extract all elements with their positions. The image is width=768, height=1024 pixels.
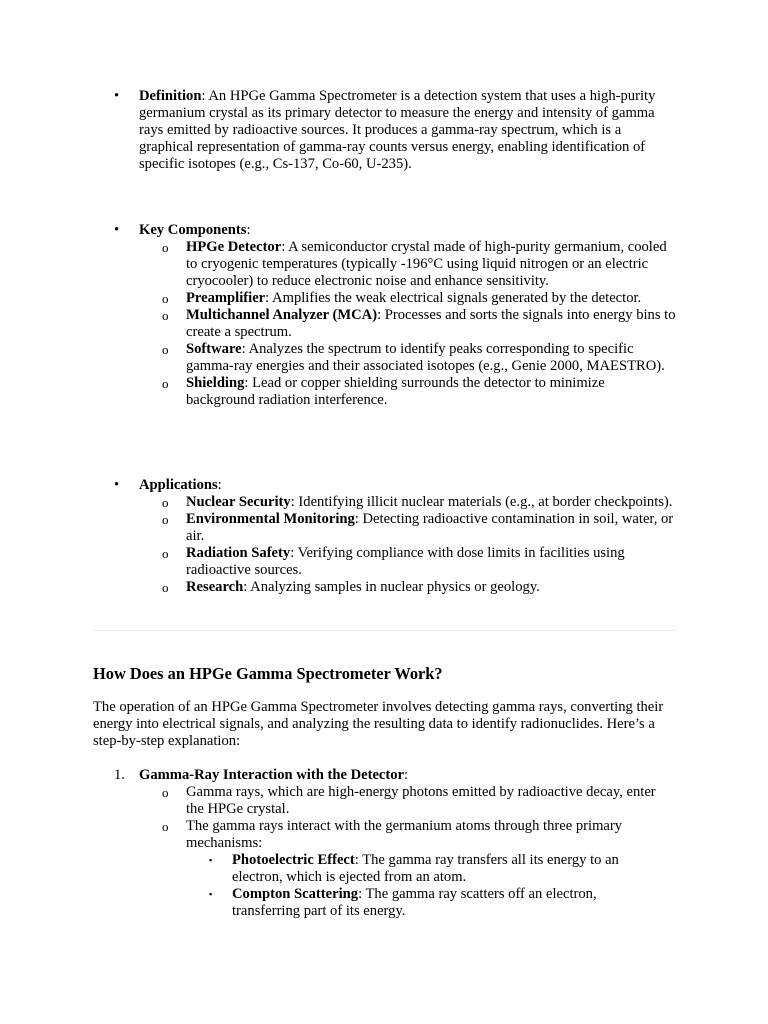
components-item: [0, 222, 679, 409]
list-item: [0, 818, 676, 920]
item-text: : Identifying illicit nuclear materials (e.g., at border checkpoints).: [290, 494, 673, 510]
definition-text: : An HPGe Gamma Spectrometer is a detection system that uses a high-purity germanium crystal as its primary detector to measure the energy and intensity of gamma rays emitted by radioactive sources. It produces a gamma-ray spectrum, which is a graphical representation of gamma-ray counts versus energy, enabling identification of specific isotopes (e.g., Cs-137, Co-60, U-235).: [139, 88, 656, 172]
square-marker: ▪: [209, 889, 213, 899]
item-term: Shielding: [186, 375, 245, 391]
applications-list: [139, 494, 679, 596]
item-text: : Processes and sorts the signals into energy bins to create a spectrum.: [186, 307, 676, 340]
components-colon: :: [246, 222, 251, 238]
list-item: [0, 307, 676, 341]
circle-marker: o: [162, 342, 169, 357]
circle-marker: o: [162, 495, 169, 510]
list-item: [0, 239, 676, 290]
list-item: [0, 784, 676, 818]
list-item: [0, 494, 676, 511]
item-text: The gamma rays interact with the germanium atoms through three primary mechanisms:: [186, 818, 623, 851]
item-term: Photoelectric Effect: [232, 852, 355, 868]
list-item: [0, 545, 676, 579]
step-colon: :: [404, 767, 409, 783]
item-text: : The gamma ray transfers all its energy to an electron, which is ejected from an atom.: [232, 852, 619, 885]
item-term: Nuclear Security: [186, 494, 291, 510]
applications-section: [0, 477, 768, 596]
item-term: Preamplifier: [186, 290, 266, 306]
list-item: [0, 852, 652, 886]
list-item: [0, 579, 676, 596]
item-term: Environmental Monitoring: [186, 511, 355, 527]
item-text: : Verifying compliance with dose limits in facilities using radioactive sources.: [186, 545, 625, 578]
definition-section: [0, 88, 768, 173]
circle-marker: o: [162, 240, 169, 255]
applications-colon: :: [217, 477, 222, 493]
list-item: [0, 290, 676, 307]
item-term: HPGe Detector: [186, 239, 282, 255]
components-section: [0, 222, 768, 409]
circle-marker: o: [162, 580, 169, 595]
item-text: : The gamma ray scatters off an electron, transferring part of its energy.: [232, 886, 597, 919]
circle-marker: o: [162, 546, 169, 561]
steps-section: [0, 767, 768, 920]
intro-paragraph: The operation of an HPGe Gamma Spectrometer involves detecting gamma rays, converting their energy into electrical signals, and analyzing the resulting data to identify radionuclides. Here’s a step-by-step explanation:: [93, 699, 664, 749]
definition-item: [0, 88, 679, 173]
item-term: Compton Scattering: [232, 886, 359, 902]
circle-marker: o: [162, 785, 169, 800]
item-term: Multichannel Analyzer (MCA): [186, 307, 378, 323]
circle-marker: o: [162, 308, 169, 323]
horizontal-divider: [93, 630, 676, 631]
square-marker: ▪: [209, 855, 213, 865]
bullet-marker: •: [114, 477, 120, 493]
item-term: Radiation Safety: [186, 545, 291, 561]
item-text: : Detecting radioactive contamination in soil, water, or air.: [186, 511, 674, 544]
circle-marker: o: [162, 819, 169, 834]
applications-term: Applications: [139, 477, 218, 493]
step-term: Gamma-Ray Interaction with the Detector: [139, 767, 405, 783]
item-text: : Lead or copper shielding surrounds the detector to minimize background radiation interference.: [186, 375, 605, 408]
circle-marker: o: [162, 512, 169, 527]
step-item: [0, 767, 679, 920]
item-text: : Analyzing samples in nuclear physics or geology.: [243, 579, 540, 595]
mechanisms-list: [186, 852, 676, 920]
item-term: Research: [186, 579, 244, 595]
list-item: [0, 886, 652, 920]
list-item: [0, 511, 676, 545]
circle-marker: o: [162, 376, 169, 391]
item-text: : Amplifies the weak electrical signals generated by the detector.: [265, 290, 642, 306]
circle-marker: o: [162, 291, 169, 306]
step-sublist: [139, 784, 679, 920]
item-text: Gamma rays, which are high-energy photons emitted by radioactive decay, enter the HPGe crystal.: [186, 784, 656, 817]
bullet-marker: •: [114, 88, 120, 104]
section-heading: How Does an HPGe Gamma Spectrometer Work?: [93, 664, 443, 683]
item-term: Software: [186, 341, 242, 357]
definition-term: Definition: [139, 88, 202, 104]
components-list: [139, 239, 679, 409]
components-term: Key Components: [139, 222, 247, 238]
number-marker: 1.: [114, 767, 125, 783]
item-text: : Analyzes the spectrum to identify peaks corresponding to specific gamma-ray energies and their associated isotopes (e.g., Genie 2000, MAESTRO).: [186, 341, 665, 374]
applications-item: [0, 477, 679, 596]
item-text: : A semiconductor crystal made of high-purity germanium, cooled to cryogenic temperatures (typically -196°C using liquid nitrogen or an electric cryocooler) to reduce electronic noise and enhance sensitivity.: [186, 239, 667, 289]
list-item: [0, 341, 676, 375]
bullet-marker: •: [114, 222, 120, 238]
list-item: [0, 375, 676, 409]
